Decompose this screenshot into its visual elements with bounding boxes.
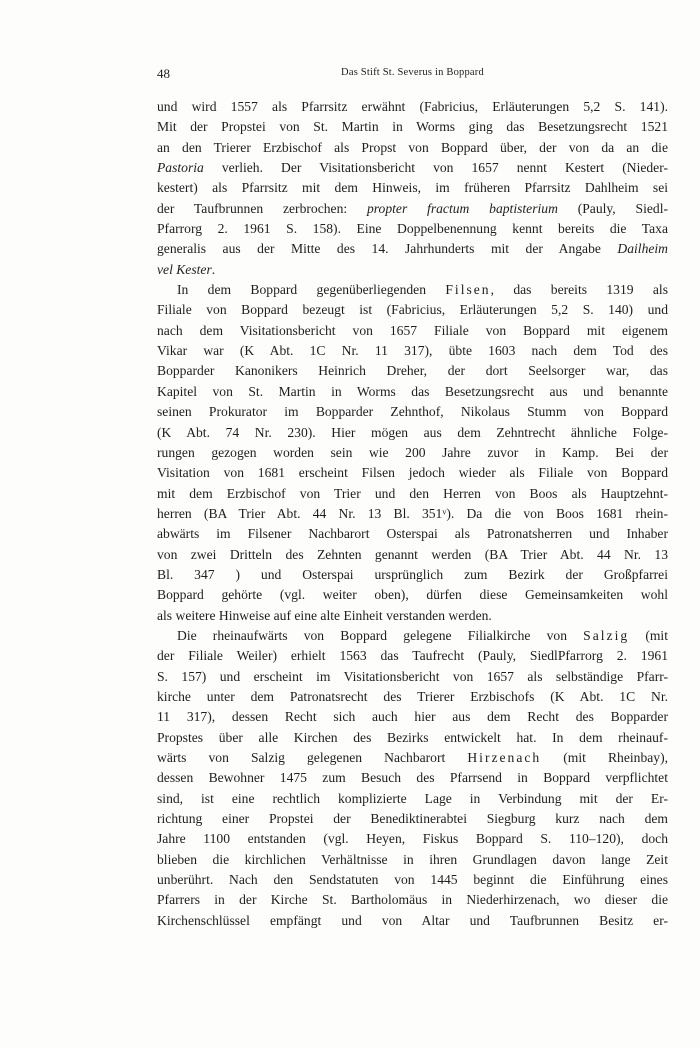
running-head [157,66,668,84]
text-line [157,402,668,422]
text-line [157,463,668,483]
text-segment: Visitation von 1681 erscheint Filsen jedoch wieder als Filiale von Boppard [157,465,668,481]
text-segment: (K Abt. 74 Nr. 230). Hier mögen aus dem Zehntrecht ähnliche Folge- [157,424,668,440]
text-segment: an den Trierer Erzbischof als Propst von Boppard über, der von da an die [157,139,668,155]
text-line [157,707,668,727]
text-segment: (mit [629,627,668,643]
text-segment: propter fractum baptisterium [366,200,558,216]
page-number: 48 [157,66,170,81]
text-segment: mit dem Erzbischof von Trier und den Herren von Boos als Hauptzehnt- [157,485,668,501]
text-segment: Propstes über alle Kirchen des Bezirks entwickelt hat. In dem rheinauf- [157,729,668,745]
text-segment: von zwei Dritteln des Zehnten genannt werden (BA Trier Abt. 44 Nr. 13 [157,546,668,562]
text-segment: und wird 1557 als Pfarrsitz erwähnt (Fabricius, Erläuterungen 5,2 S. 141). [157,99,668,114]
text-line [157,443,668,463]
text-line [157,117,668,137]
text-segment: (Pauly, Siedl- [557,200,668,216]
text-line [157,748,668,768]
text-line [157,646,668,666]
text-line [157,829,668,849]
text-line [157,850,668,870]
text-segment: Kirchenschlüssel empfängt und von Altar und Taufbrunnen Besitz er- [157,912,668,928]
text-line [157,606,668,626]
text-line [157,260,668,280]
text-line [157,484,668,504]
text-segment: nach dem Visitationsbericht von 1657 Filiale von Boppard mit eigenem [157,322,668,338]
text-line [157,280,668,300]
text-line [157,178,668,198]
text-segment: Filsen [445,282,491,298]
text-segment: verlieh. Der Visitationsbericht von 1657 nennt Kestert (Nieder- [203,160,668,176]
text-line [157,341,668,361]
text-line [157,199,668,219]
text-segment: Hirzenach [467,750,542,765]
body-text [157,97,668,931]
text-line [157,382,668,402]
text-line [157,239,668,259]
text-line [157,97,668,117]
text-segment: Pfarrers in der Kirche St. Bartholomäus in Niederhirzenach, wo dieser die [157,892,668,908]
text-segment: (mit Rheinbay), [541,750,668,765]
text-line [157,423,668,443]
text-line [157,890,668,910]
text-segment: abwärts im Filsener Nachbarort Osterspai als Patronatsherren und Inhaber [157,526,668,542]
text-line [157,728,668,748]
text-line [157,219,668,239]
text-segment: Jahre 1100 entstanden (vgl. Heyen, Fiskus Boppard S. 110–120), doch [157,831,668,847]
text-segment: . [211,261,216,277]
text-segment: Dailheim [617,241,668,257]
text-segment: der Filiale Weiler) erhielt 1563 das Taufrecht (Pauly, SiedlPfarrorg 2. 1961 [157,648,668,664]
text-line [157,300,668,320]
text-segment: sind, ist eine rechtlich komplizierte Lage in Verbindung mit der Er- [157,790,668,806]
text-line [157,504,668,524]
text-segment: Vikar war (K Abt. 1C Nr. 11 317), übte 1603 nach dem Tod des [157,343,668,359]
text-segment: 11 317), dessen Recht sich auch hier aus dem Recht des Bopparder [157,709,668,725]
text-segment: Die rheinaufwärts von Boppard gelegene Filialkirche von [177,627,584,643]
text-line [157,545,668,565]
text-segment: blieben die kirchlichen Verhältnisse in ihren Grundlagen davon lange Zeit [157,851,668,867]
text-segment: Salzig [583,627,630,643]
text-segment: Kapitel von St. Martin in Worms das Besetzungsrecht aus und benannte [157,383,668,399]
text-segment: richtung einer Propstei der Benediktinerabtei Siegburg kurz nach dem [157,811,668,827]
text-line [157,565,668,585]
text-segment: Bopparder Kanonikers Heinrich Dreher, der dort Seelsorger war, das [157,363,668,379]
text-segment: Pastoria [157,160,204,176]
text-segment: Mit der Propstei von St. Martin in Worms ging das Besetzungsrecht 1521 [157,119,668,135]
text-segment: In dem Boppard gegenüberliegenden [177,282,446,298]
text-line [157,687,668,707]
text-segment: rungen gezogen worden sein wie 200 Jahre zuvor in Kamp. Bei der [157,444,668,460]
text-segment: generalis aus der Mitte des 14. Jahrhunderts mit der Angabe [157,241,618,257]
running-head-title: Das Stift St. Severus in Boppard [341,67,484,78]
text-segment: vel Kester [157,261,212,277]
text-segment: seinen Prokurator im Bopparder Zehnthof, Nikolaus Stumm von Boppard [157,404,668,420]
text-line [157,626,668,646]
text-segment: , das bereits 1319 als [490,282,668,298]
text-segment: kestert) als Pfarrsitz mit dem Hinweis, im früheren Pfarrsitz Dahlheim sei [157,180,668,196]
text-segment: als weitere Hinweise auf eine alte Einheit verstanden werden. [157,607,492,623]
text-line [157,138,668,158]
text-line [157,158,668,178]
text-line [157,768,668,788]
text-segment: Bl. 347 ) und Osterspai ursprünglich zum Bezirk der Großpfarrei [157,566,668,582]
text-line [157,911,668,931]
text-segment: herren (BA Trier Abt. 44 Nr. 13 Bl. 351ᵛ). Da die von Boos 1681 rhein- [157,505,668,521]
text-line [157,361,668,381]
text-segment: S. 157) und erscheint im Visitationsbericht von 1657 als selbständige Pfarr- [157,668,668,684]
text-segment: Filiale von Boppard bezeugt ist (Fabricius, Erläuterungen 5,2 S. 140) und [157,302,668,318]
text-line [157,585,668,605]
text-line [157,809,668,829]
text-segment: kirche unter dem Patronatsrecht des Trierer Erzbischofs (K Abt. 1C Nr. [157,688,668,704]
text-segment: der Taufbrunnen zerbrochen: [157,200,367,216]
text-line [157,667,668,687]
text-segment: dessen Bewohner 1475 zum Besuch des Pfarrsend in Boppard verpflichtet [157,770,668,786]
text-line [157,524,668,544]
text-line [157,321,668,341]
text-segment: Boppard gehörte (vgl. weiter oben), dürfen diese Gemeinsamkeiten wohl [157,587,668,603]
text-segment: Pfarrorg 2. 1961 S. 158). Eine Doppelbenennung kennt bereits die Taxa [157,221,668,237]
text-segment: unberührt. Nach den Sendstatuten von 1445 beginnt die Einführung eines [157,872,668,888]
text-line [157,789,668,809]
text-segment: wärts von Salzig gelegenen Nachbarort [157,750,468,765]
text-line [157,870,668,890]
